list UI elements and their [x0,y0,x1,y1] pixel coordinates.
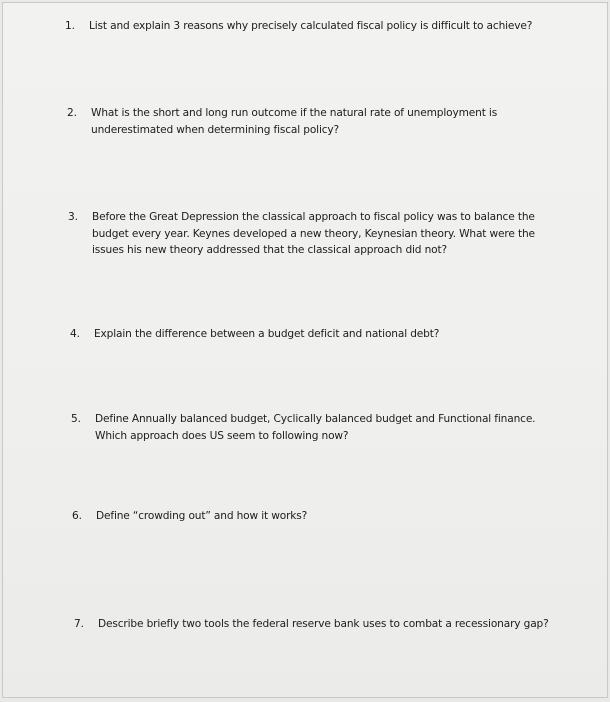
worksheet-page [2,2,608,698]
question-number: 3. [68,211,78,223]
question-text: Define “crowding out” and how it works? [96,510,308,522]
question-4 [70,326,570,343]
question-text: What is the short and long run outcome if the natural rate of unemployment is underestimated when determining fiscal policy? [91,107,498,136]
question-text: List and explain 3 reasons why precisely calculated fiscal policy is difficult to achieve? [89,20,533,32]
question-number: 7. [74,618,84,630]
question-text: Before the Great Depression the classical approach to fiscal policy was to balance the budget every year. Keynes developed a new theory, Keynesian theory. What were the issues his new theory addressed that the classical approach did not? [92,211,535,256]
question-number: 1. [65,20,75,32]
question-number: 2. [67,107,77,119]
question-text: Explain the difference between a budget deficit and national debt? [94,328,440,340]
question-number: 6. [72,510,82,522]
question-number: 4. [70,328,80,340]
question-number: 5. [71,413,81,425]
question-text: Describe briefly two tools the federal reserve bank uses to combat a recessionary gap? [98,618,549,630]
question-5 [71,411,549,444]
question-7 [74,616,574,633]
question-3 [68,209,560,259]
question-text: Define Annually balanced budget, Cyclically balanced budget and Functional finance. Which approach does US seem to following now? [95,413,536,442]
question-6 [72,508,572,525]
question-1 [65,18,565,35]
question-2 [67,105,567,138]
